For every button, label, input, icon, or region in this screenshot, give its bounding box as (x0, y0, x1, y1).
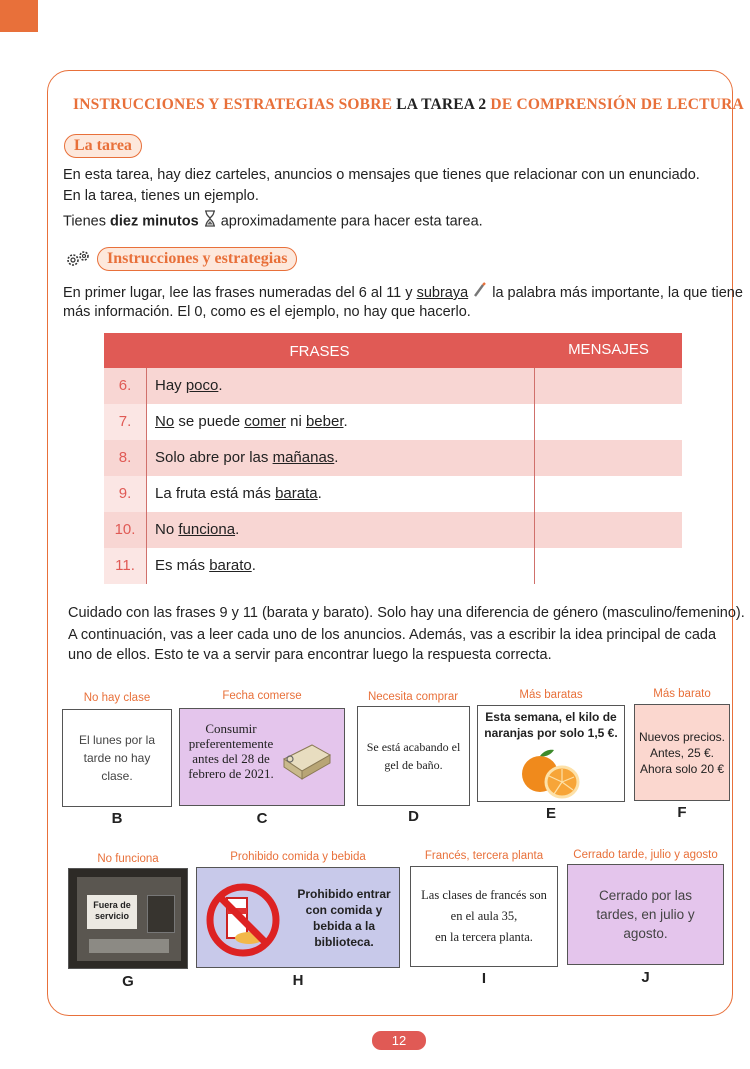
table-row (104, 512, 682, 548)
notice-card-i: Las clases de francés son en el aula 35, en la tercera planta. (410, 866, 558, 967)
paragraph-line: En la tarea, tienes un ejemplo. (63, 188, 259, 204)
paragraph-line: En esta tarea, hay diez carteles, anuncios o mensajes que tienes que relacionar con un enunciado. (63, 167, 700, 183)
row-sentence: No se puede comer ni beber. (147, 404, 535, 440)
oranges-icon (518, 744, 584, 805)
row-message-cell[interactable] (535, 440, 682, 476)
paragraph-line: más información. El 0, como es el ejemplo, no hay que hacerlo. (63, 304, 471, 320)
card-letter: H (292, 972, 304, 989)
row-number: 11. (104, 548, 147, 584)
row-message-cell[interactable] (535, 368, 682, 404)
row-number: 8. (104, 440, 147, 476)
paragraph-line: En primer lugar, lee las frases numeradas del 6 al 11 y subraya la palabra más importante, la que tiene (63, 282, 743, 304)
atm-keyboard (89, 939, 169, 953)
table-body (104, 368, 682, 584)
table-row (104, 368, 682, 404)
no-food-icon (203, 880, 283, 965)
card-caption: Fecha comerse (222, 690, 302, 702)
section-title-la-tarea: La tarea (64, 134, 142, 158)
table-header (104, 333, 682, 368)
card-letter: B (111, 810, 123, 827)
card-caption: Cerrado tarde, julio y agosto (573, 849, 718, 861)
card-caption: Prohibido comida y bebida (230, 851, 366, 863)
table-row (104, 476, 682, 512)
notice-card-f: Nuevos precios. Antes, 25 €. Ahora solo 20 € (634, 704, 730, 801)
row-sentence: Hay poco. (147, 368, 535, 404)
pencil-icon (472, 282, 488, 304)
notice-card-e: Esta semana, el kilo de naranjas por solo 1,5 €. (477, 705, 625, 802)
tin-can-icon (278, 737, 334, 788)
card-caption: Francés, tercera planta (424, 850, 544, 862)
card-letter: G (122, 973, 134, 990)
row-message-cell[interactable] (535, 548, 682, 584)
row-message-cell[interactable] (535, 404, 682, 440)
table-row (104, 404, 682, 440)
page-heading: INSTRUCCIONES Y ESTRATEGIAS SOBRE LA TAREA 2 DE COMPRENSIÓN DE LECTURA (73, 96, 744, 113)
card-letter: E (545, 805, 556, 822)
card-caption: No hay clase (83, 692, 151, 704)
notice-card-g (68, 868, 188, 969)
table-row (104, 548, 682, 584)
row-message-cell[interactable] (535, 476, 682, 512)
section-title-instrucciones: Instrucciones y estrategias (97, 247, 297, 271)
gears-icon (64, 249, 92, 274)
row-number: 9. (104, 476, 147, 512)
row-message-cell[interactable] (535, 512, 682, 548)
card-letter: J (641, 969, 650, 986)
paragraph-line: Cuidado con las frases 9 y 11 (barata y barato). Solo hay una diferencia de género (masculino/femenino). (68, 605, 745, 621)
row-sentence: Es más barato. (147, 548, 535, 584)
paragraph-line: Tienes diez minutos aproximadamente para hacer esta tarea. (63, 210, 483, 233)
card-caption: Más baratas (519, 689, 583, 701)
page-number: 12 (372, 1031, 426, 1050)
row-number: 10. (104, 512, 147, 548)
row-sentence: La fruta está más barata. (147, 476, 535, 512)
row-sentence: No funciona. (147, 512, 535, 548)
paragraph-line: uno de ellos. Esto te va a servir para encontrar luego la respuesta correcta. (68, 647, 552, 663)
header-mensajes: MENSAJES (568, 341, 649, 358)
notice-card-b: El lunes por la tarde no hay clase. (62, 709, 172, 807)
hourglass-icon (203, 210, 217, 233)
row-number: 6. (104, 368, 147, 404)
card-caption: Necesita comprar (367, 691, 459, 703)
header-frases: FRASES (289, 343, 350, 360)
paragraph-line: A continuación, vas a leer cada uno de los anuncios. Además, vas a escribir la idea principal de cada (68, 627, 717, 643)
corner-tab (0, 0, 38, 32)
card-caption: No funciona (97, 853, 159, 865)
notice-card-h: Prohibido entrar con comida y bebida a la biblioteca. (196, 867, 400, 968)
card-caption: Más barato (653, 688, 711, 700)
row-sentence: Solo abre por las mañanas. (147, 440, 535, 476)
notice-card-j: Cerrado por las tardes, en julio y agosto. (567, 864, 724, 965)
notice-card-c: Consumir preferentemente antes del 28 de febrero de 2021. (179, 708, 345, 806)
table-row (104, 440, 682, 476)
atm-screen-text: Fuera de servicio (87, 895, 137, 929)
card-letter: C (256, 810, 268, 827)
card-letter: D (408, 808, 419, 825)
card-letter: I (481, 970, 487, 987)
notice-card-d: Se está acabando el gel de baño. (357, 706, 470, 806)
row-number: 7. (104, 404, 147, 440)
card-letter: F (677, 804, 687, 821)
frases-table (104, 333, 682, 584)
atm-keypad (147, 895, 175, 933)
